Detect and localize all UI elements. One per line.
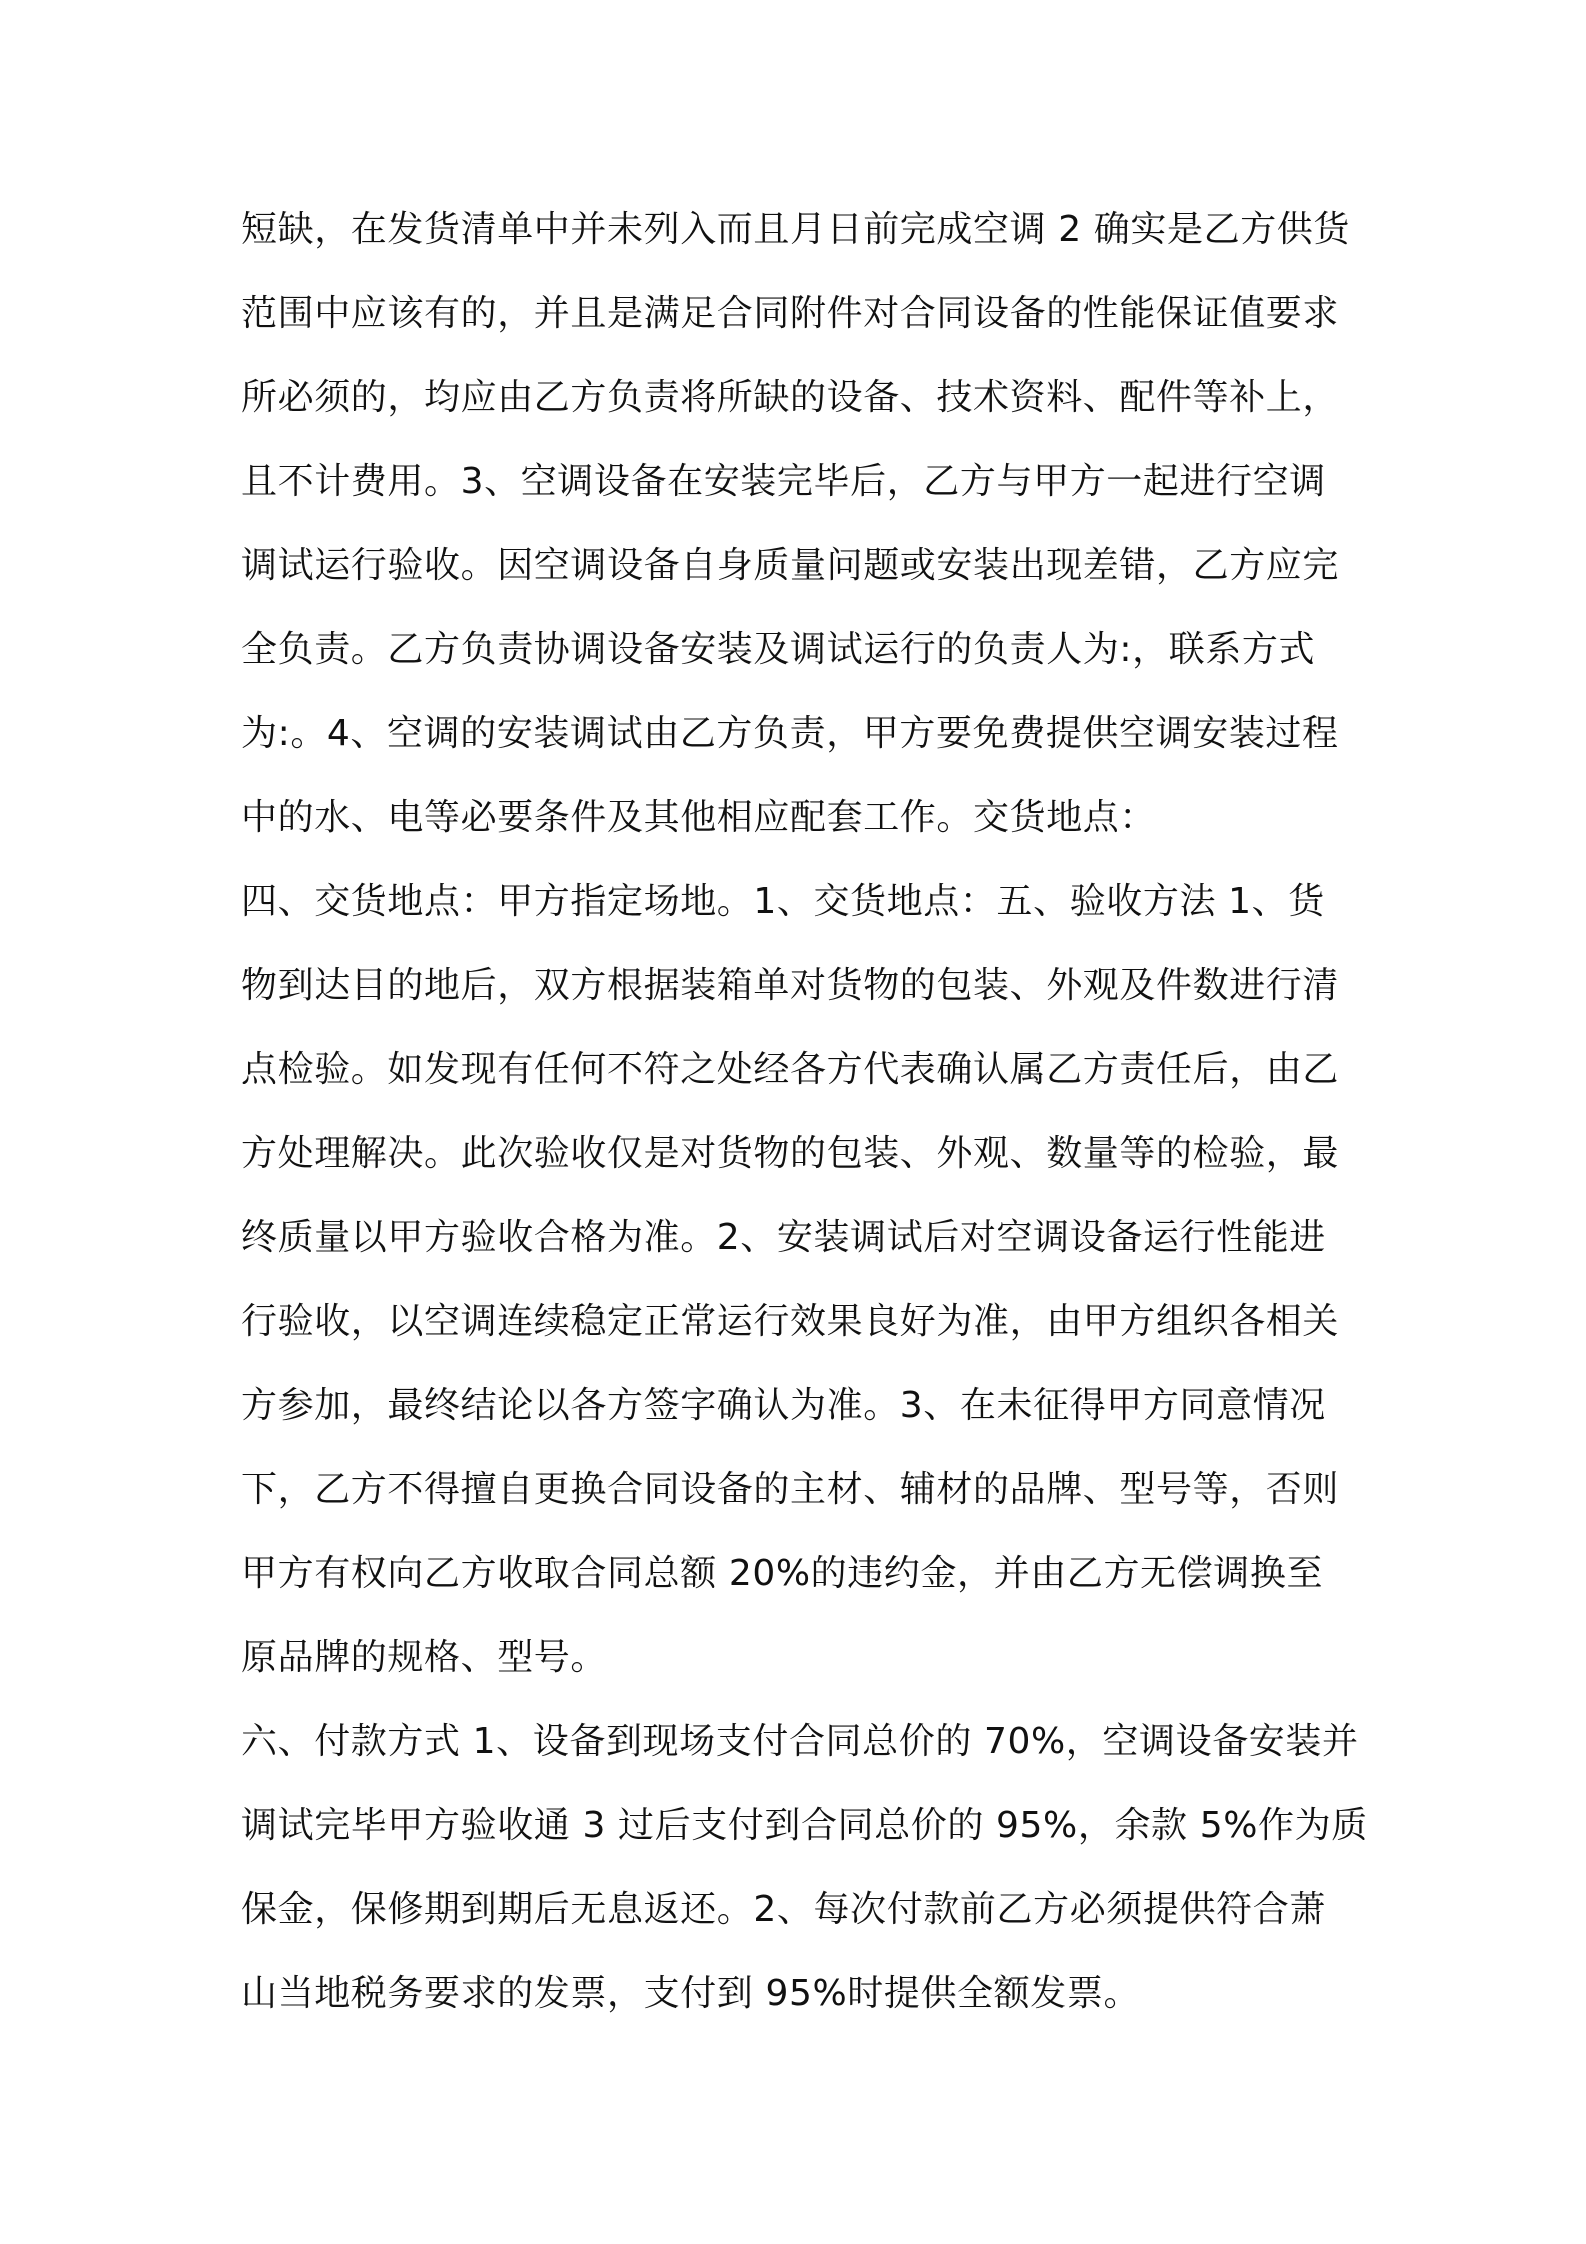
- text-line: 调试完毕甲方验收通 3 过后支付到合同总价的 95%，余款 5%作为质: [241, 1805, 1368, 1846]
- text-line: 中的水、电等必要条件及其他相应配套工作。交货地点：: [241, 797, 1157, 838]
- text-line: 所必须的，均应由乙方负责将所缺的设备、技术资料、配件等补上，: [241, 377, 1340, 418]
- text-line: 点检验。如发现有任何不符之处经各方代表确认属乙方责任后，由乙: [241, 1049, 1340, 1090]
- text-line: 为:。4、空调的安装调试由乙方负责，甲方要免费提供空调安装过程: [241, 713, 1339, 754]
- text-line: 原品牌的规格、型号。: [241, 1637, 608, 1678]
- text-line: 终质量以甲方验收合格为准。2、安装调试后对空调设备运行性能进: [241, 1217, 1326, 1258]
- text-line: 方参加，最终结论以各方签字确认为准。3、在未征得甲方同意情况: [241, 1385, 1326, 1426]
- text-line: 行验收，以空调连续稳定正常运行效果良好为准，由甲方组织各相关: [241, 1301, 1340, 1342]
- text-line: 六、付款方式 1、设备到现场支付合同总价的 70%，空调设备安装并: [241, 1721, 1359, 1762]
- text-line: 方处理解决。此次验收仅是对货物的包装、外观、数量等的检验，最: [241, 1133, 1340, 1174]
- text-line: 物到达目的地后，双方根据装箱单对货物的包装、外观及件数进行清: [241, 965, 1340, 1006]
- text-line: 山当地税务要求的发票，支付到 95%时提供全额发票。: [241, 1973, 1141, 2014]
- text-line: 四、交货地点：甲方指定场地。1、交货地点：五、验收方法 1、货: [241, 881, 1325, 922]
- text-line: 全负责。乙方负责协调设备安装及调试运行的负责人为:，联系方式: [241, 629, 1316, 670]
- text-line: 短缺，在发货清单中并未列入而且月日前完成空调 2 确实是乙方供货: [241, 209, 1350, 250]
- text-line: 且不计费用。3、空调设备在安装完毕后，乙方与甲方一起进行空调: [241, 461, 1326, 502]
- text-line: 下，乙方不得擅自更换合同设备的主材、辅材的品牌、型号等，否则: [241, 1469, 1340, 1510]
- text-line: 保金，保修期到期后无息返还。2、每次付款前乙方必须提供符合萧: [241, 1889, 1326, 1930]
- text-line: 范围中应该有的，并且是满足合同附件对合同设备的性能保证值要求: [241, 293, 1340, 334]
- text-line: 甲方有权向乙方收取合同总额 20%的违约金，并由乙方无偿调换至: [241, 1553, 1324, 1594]
- text-line: 调试运行验收。因空调设备自身质量问题或安装出现差错，乙方应完: [241, 545, 1340, 586]
- contract-text-body: [241, 188, 1368, 2036]
